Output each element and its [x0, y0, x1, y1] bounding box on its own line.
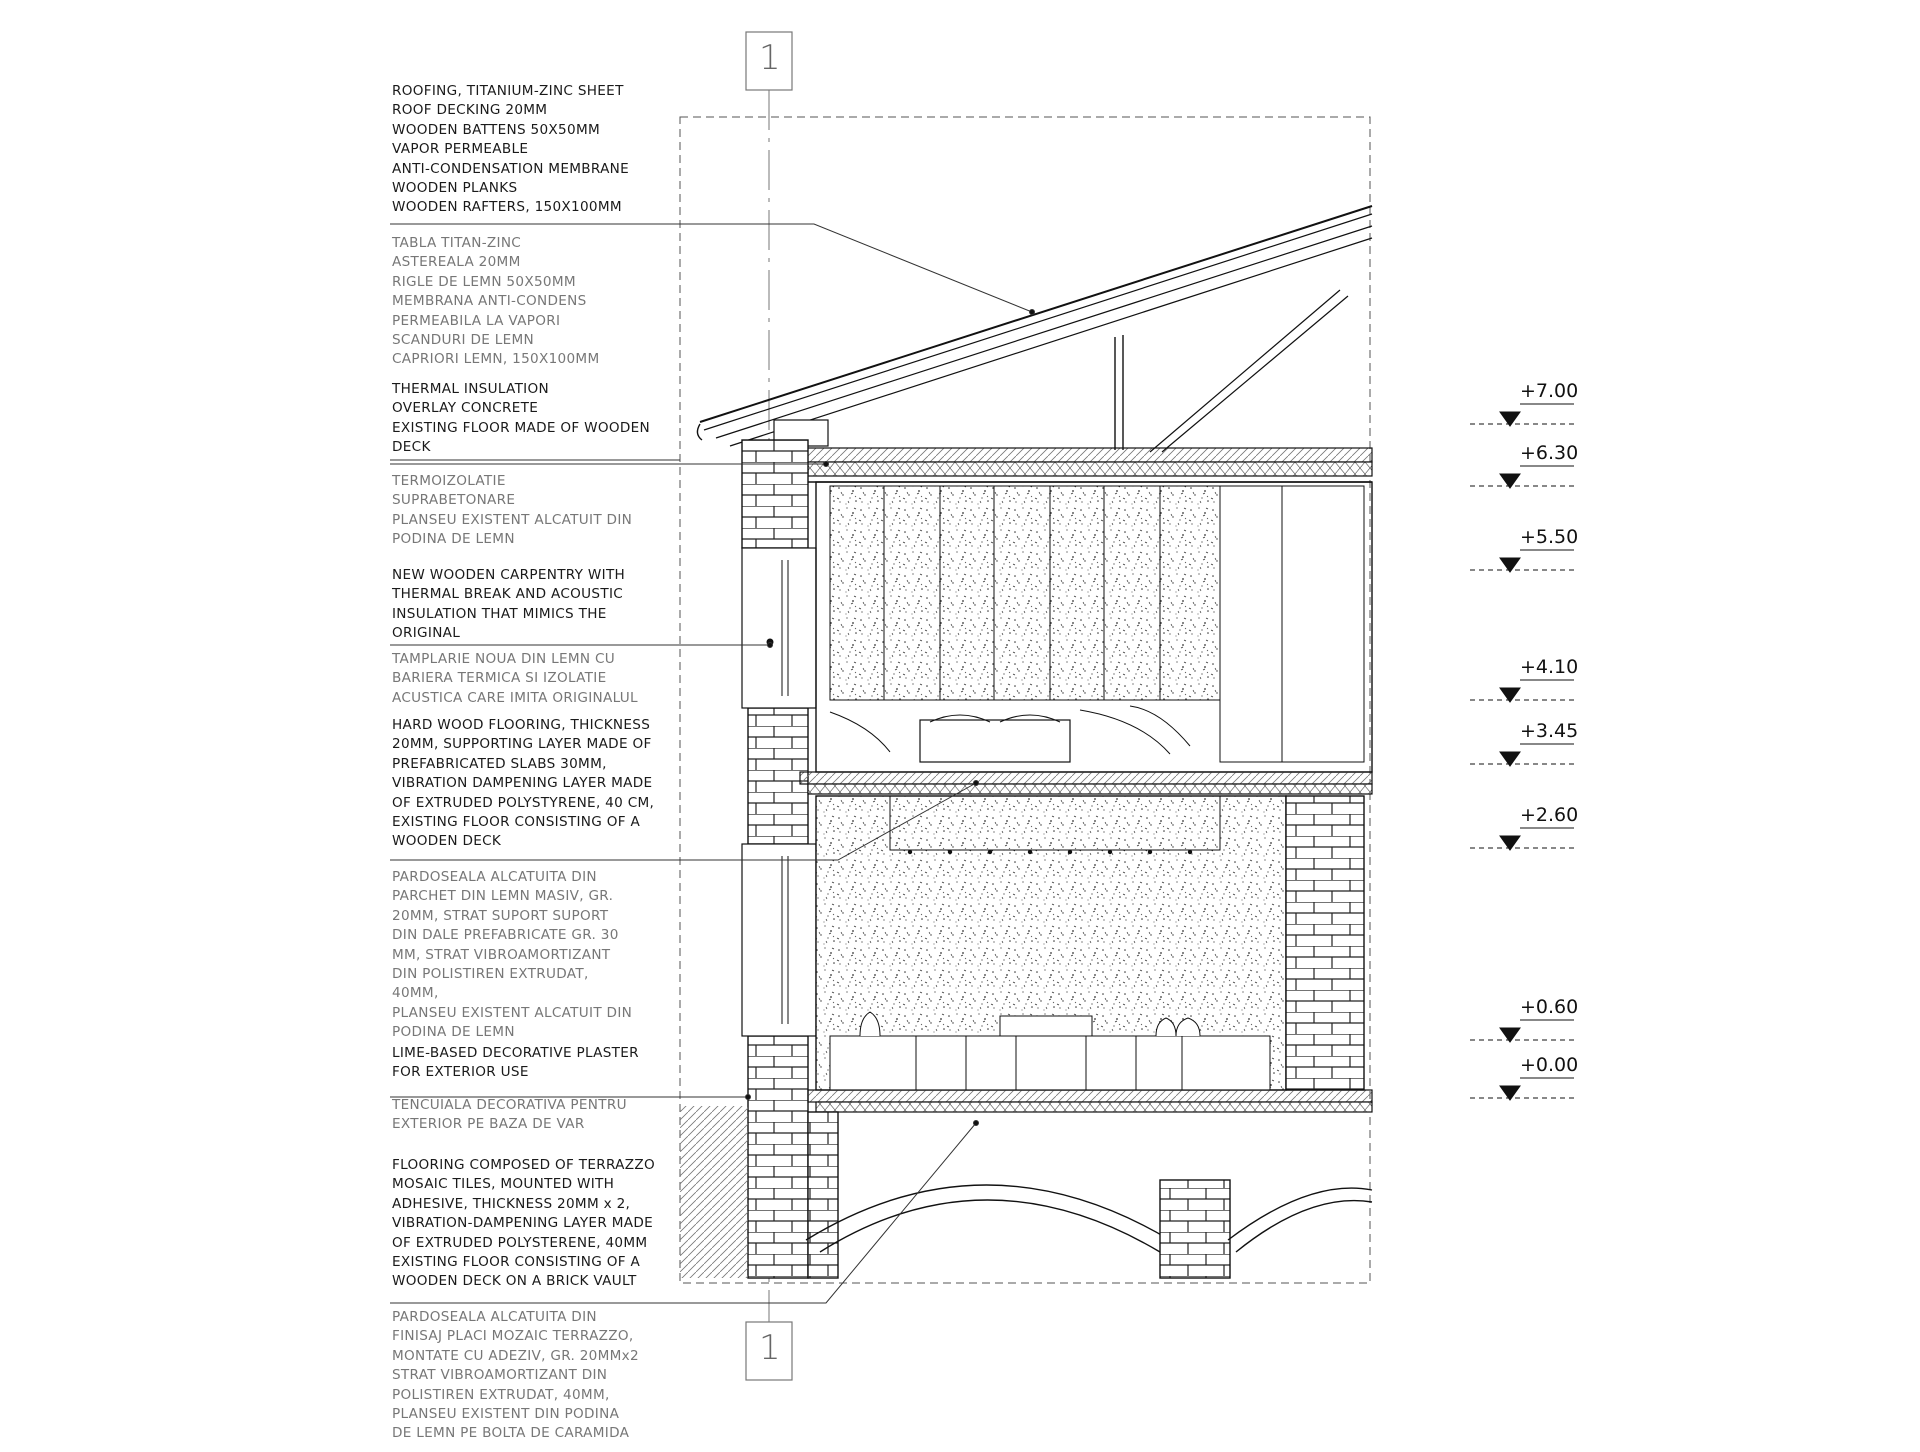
annotation-terrazzo-floor-en: FLOORING COMPOSED OF TERRAZZO MOSAIC TILES, MOUNTED WITH ADHESIVE, THICKNESS 20MM x 2, VIBRATION-DAMPENING LAYER MADE OF EXTRUDED POLYSTERENE, 40MM EXISTING FLOOR CONSISTING OF A WOODEN DECK ON A BRICK VAULT	[392, 1157, 656, 1290]
level-label: +3.45	[1520, 720, 1579, 742]
section-marker-bottom: 1	[759, 1328, 781, 1368]
annotation-plaster-ro: TENCUIALA DECORATIVA PENTRU EXTERIOR PE BAZA DE VAR	[392, 1097, 627, 1133]
level-label: +7.00	[1520, 380, 1579, 402]
annotation-roof-en: ROOFING, TITANIUM-ZINC SHEET ROOF DECKING 20MM WOODEN BATTENS 50X50MM VAPOR PERMEABLE ANTI-CONDENSATION MEMBRANE WOODEN PLANKS WOODEN RAFTERS, 150X100MM	[392, 83, 630, 216]
window-upper	[742, 548, 816, 708]
window-lower	[742, 844, 816, 1036]
annotation-hardwood-floor-ro: PARDOSEALA ALCATUITA DIN PARCHET DIN LEMN MASIV, GR. 20MM, STRAT SUPORT SUPORT DIN DALE PREFABRICATE GR. 30 MM, STRAT VIBROAMORTIZANT DIN POLISTIREN EXTRUDAT, 40MM, PLANSEU EXISTENT ALCATUIT DIN PODINA DE LEMN	[392, 869, 633, 1041]
level-label: +2.60	[1520, 804, 1579, 826]
level-label: +0.60	[1520, 996, 1579, 1018]
brick-vault	[806, 1112, 1372, 1278]
facade-wall-upper	[742, 440, 808, 548]
roof	[697, 206, 1372, 452]
facade-wall-lower	[748, 1036, 808, 1278]
level-label: +0.00	[1520, 1054, 1579, 1076]
level-label: +4.10	[1520, 656, 1579, 678]
annotation-hardwood-floor-en: HARD WOOD FLOORING, THICKNESS 20MM, SUPPORTING LAYER MADE OF PREFABRICATED SLABS 30MM, VIBRATION DAMPENING LAYER MADE OF EXTRUDED POLYSTYRENE, 40 CM, EXISTING FLOOR CONSISTING OF A WOODEN DECK	[392, 717, 655, 850]
level-label: +6.30	[1520, 442, 1579, 464]
annotation-terrazzo-floor-ro: PARDOSEALA ALCATUITA DIN FINISAJ PLACI MOZAIC TERRAZZO, MONTATE CU ADEZIV, GR. 20MMx2 STRAT VIBROAMORTIZANT DIN POLISTIREN EXTRUDAT, 40MM, PLANSEU EXISTENT DIN PODINA DE LEMN PE BOLTA DE CARAMIDA	[392, 1309, 639, 1442]
attic-slab	[800, 448, 1372, 482]
ground-slab	[808, 1090, 1372, 1112]
annotation-attic-floor-en: THERMAL INSULATION OVERLAY CONCRETE EXISTING FLOOR MADE OF WOODEN DECK	[392, 381, 650, 456]
upper-room	[816, 482, 1372, 772]
annotation-attic-floor-ro: TERMOIZOLATIE SUPRABETONARE PLANSEU EXISTENT ALCATUIT DIN PODINA DE LEMN	[392, 473, 633, 548]
annotation-carpentry-en: NEW WOODEN CARPENTRY WITH THERMAL BREAK AND ACOUSTIC INSULATION THAT MIMICS THE ORIGINAL	[392, 567, 626, 642]
ground-exterior	[680, 1106, 748, 1278]
annotation-plaster-en: LIME-BASED DECORATIVE PLASTER FOR EXTERIOR USE	[392, 1045, 639, 1081]
first-floor-slab	[800, 772, 1372, 794]
lower-room	[816, 796, 1364, 1090]
annotation-roof-ro: TABLA TITAN-ZINC ASTEREALA 20MM RIGLE DE LEMN 50X50MM MEMBRANA ANTI-CONDENS PERMEABILA LA VAPORI SCANDURI DE LEMN CAPRIORI LEMN, 150X100MM	[392, 235, 600, 368]
facade-wall-mid	[748, 708, 808, 844]
section-marker-top: 1	[759, 38, 781, 78]
annotation-carpentry-ro: TAMPLARIE NOUA DIN LEMN CU BARIERA TERMICA SI IZOLATIE ACUSTICA CARE IMITA ORIGINALUL	[392, 651, 638, 706]
level-label: +5.50	[1520, 526, 1579, 548]
